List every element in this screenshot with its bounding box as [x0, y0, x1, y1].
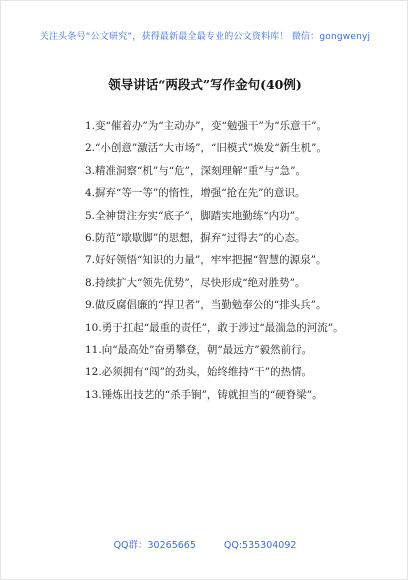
- header-banner: 关注头条号“公文研究”，获得最新最全最专业的公文资料库！ 微信：gongwenyj: [39, 32, 371, 42]
- qq-number-text: QQ:535304092: [223, 540, 297, 551]
- list-item: 4.摒弃“等一等”的惰性，增强“抢在先”的意识。: [85, 187, 306, 200]
- list-item: 10.勇于扛起“最重的责任”，敢于涉过“最湍急的河流”。: [85, 321, 344, 334]
- document-title: 领导讲话“两段式”写作金句(40例): [108, 77, 302, 92]
- list-item: 9.做反腐倡廉的“捍卫者”，当勤勉奉公的“排头兵”。: [85, 299, 327, 312]
- list-item: 1.变“催着办”为“主动办”，变“勉强干”为“乐意干”。: [85, 120, 327, 132]
- list-item: 6.防范“歇歇脚”的思想，摒弃“过得去”的心态。: [85, 231, 306, 244]
- list-item: 11.向“最高处”奋勇攀登，朝“最远方”毅然前行。: [85, 343, 313, 356]
- list-item: 7.好好领悟“知识的力量”，牢牢把握“智慧的源泉”。: [85, 254, 327, 267]
- list-item: 13.锤炼出技艺的“杀手锏”，铸就担当的“硬脊梁”。: [85, 388, 323, 401]
- list-item: 12.必须拥有“闯”的劲头，始终维持“干”的热情。: [85, 366, 313, 379]
- list-item: 8.持续扩大“领先优势”，尽快形成“绝对胜势”。: [85, 276, 306, 289]
- list-item: 5.全神贯注夯实“底子”，脚踏实地勤练“内功”。: [85, 209, 306, 222]
- document-body: [63, 118, 363, 409]
- list-item: 3.精准洞察“机”与“危”，深刻理解“重”与“急”。: [85, 164, 306, 177]
- list-item: 2.“小创意”激活“大市场”，“旧模式”焕发“新生机”。: [85, 142, 327, 155]
- footer-contact: [1, 537, 408, 551]
- qq-group-text: QQ群：30265665: [113, 540, 196, 551]
